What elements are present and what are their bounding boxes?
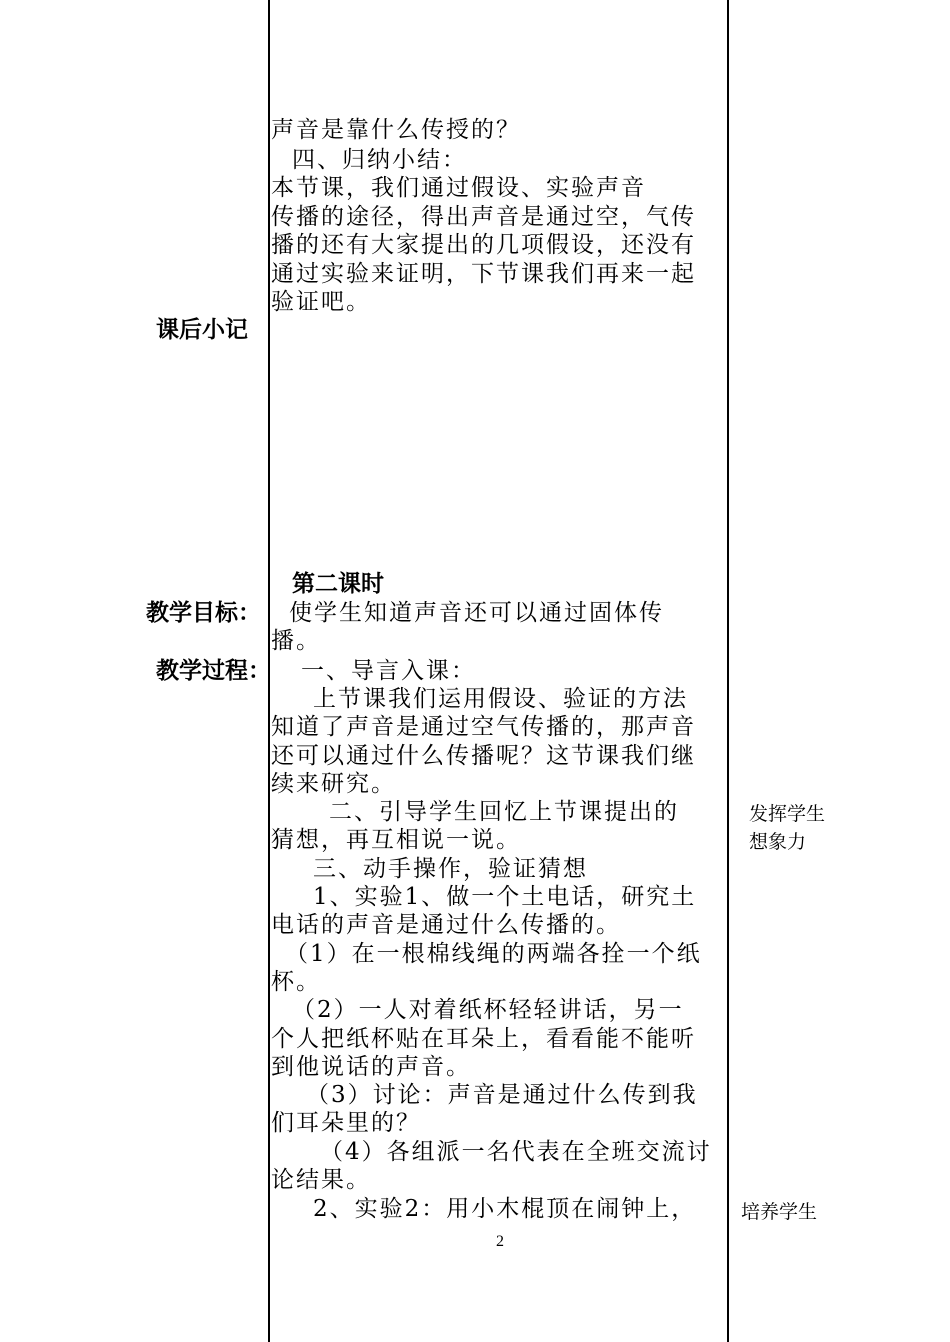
text-line: 还可以通过什么传播呢？这节课我们继 [271,743,696,769]
lesson-heading: 第二课时 [292,571,384,597]
page-number: 2 [496,1233,504,1250]
text-line: 通过实验来证明，下节课我们再来一起 [271,261,696,287]
text-line: 电话的声音是通过什么传播的。 [271,912,621,938]
side-note: 发挥学生 [749,803,826,825]
text-line: 个人把纸杯贴在耳朵上，看看能不能听 [271,1026,696,1052]
goal-text-line: 播。 [271,628,321,654]
text-line: （1）在一根棉线绳的两端各拴一个纸 [285,941,702,967]
teaching-goal-label: 教学目标： [146,600,261,626]
side-note: 培养学生 [741,1201,818,1223]
teaching-process-label: 教学过程： [156,658,271,684]
section-heading: 二、引导学生回忆上节课提出的 [329,799,679,825]
text-line: 杯。 [271,969,321,995]
text-line: 上节课我们运用假设、验证的方法 [313,686,688,712]
section-heading: 一、导言入课： [301,658,476,684]
text-line: 传播的途径，得出声音是通过空，气传 [271,204,696,230]
text-line: （4）各组派一名代表在全班交流讨 [320,1139,712,1165]
section-heading: 四、归纳小结： [292,147,467,173]
text-line: 1、实验1、做一个土电话，研究土 [313,884,697,910]
text-line: 论结果。 [271,1167,371,1193]
section-heading: 三、动手操作，验证猜想 [313,856,588,882]
text-line: 播的还有大家提出的几项假设，还没有 [271,232,696,258]
after-class-notes-label: 课后小记 [156,317,248,343]
text-line: 们耳朵里的？ [271,1110,421,1136]
text-line: 本节课，我们通过假设、实验声音 [271,175,646,201]
text-line: （2）一人对着纸杯轻轻讲话，另一 [292,997,684,1023]
side-note: 想象力 [749,831,807,853]
text-line: 知道了声音是通过空气传播的，那声音 [271,714,696,740]
text-line: 到他说话的声音。 [271,1054,471,1080]
text-line: 声音是靠什么传授的？ [271,117,521,143]
text-line: 验证吧。 [271,289,371,315]
text-line: 2、实验2：用小木棍顶在闹钟上， [313,1196,697,1222]
text-line: 猜想，再互相说一说。 [271,827,521,853]
text-line: 续来研究。 [271,771,396,797]
goal-text-line: 使学生知道声音还可以通过固体传 [289,600,664,626]
text-line: （3）讨论：声音是通过什么传到我 [306,1082,698,1108]
